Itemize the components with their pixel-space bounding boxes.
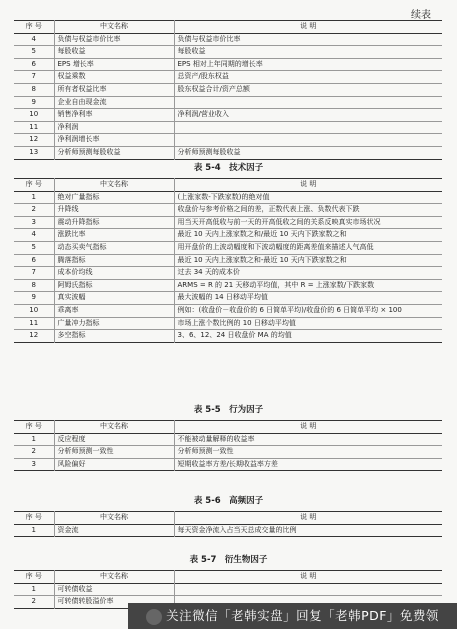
row-name: 震动升降指标 xyxy=(54,216,174,229)
row-desc: EPS 相对上年同期的增长率 xyxy=(174,58,442,71)
row-name: 销售净利率 xyxy=(54,109,174,122)
row-desc: 分析师预测每股收益 xyxy=(174,146,442,159)
header-desc: 说 明 xyxy=(174,512,442,525)
row-desc: 负债与权益市价比率 xyxy=(174,33,442,46)
table-c xyxy=(14,420,442,471)
table-row xyxy=(14,83,442,96)
header-name: 中文名称 xyxy=(54,421,174,434)
row-desc: ARMS = R 的 21 天移动平均值，其中 R = 上涨家数/下跌家数 xyxy=(174,279,442,292)
table-row xyxy=(14,204,442,217)
row-index: 4 xyxy=(31,34,36,43)
row-desc xyxy=(174,583,442,596)
table-row xyxy=(14,46,442,59)
row-desc: 用开盘价的上波动幅度和下波动幅度的距离差值来描述人气高低 xyxy=(174,241,442,254)
row-index: 1 xyxy=(31,192,36,201)
header-desc: 说 明 xyxy=(174,179,442,192)
row-index: 8 xyxy=(31,280,36,289)
header-name: 中文名称 xyxy=(54,571,174,584)
row-index: 10 xyxy=(29,305,39,314)
row-desc: 净利润/营业收入 xyxy=(174,109,442,122)
header-name: 中文名称 xyxy=(54,21,174,34)
table-row xyxy=(14,330,442,343)
row-name: 广量冲力指标 xyxy=(54,317,174,330)
table-row xyxy=(14,292,442,305)
row-index: 9 xyxy=(31,97,36,106)
table-caption: 表 5-5 行为因子 xyxy=(193,405,264,415)
row-desc xyxy=(174,96,442,109)
row-desc: 分析师预测一致性 xyxy=(174,446,442,459)
table-row xyxy=(14,121,442,134)
row-desc: 最近 10 天内上涨家数之和/最近 10 天内下跌家数之和 xyxy=(174,229,442,242)
row-desc: 股东权益合计/资产总额 xyxy=(174,83,442,96)
watermark-banner xyxy=(128,603,457,629)
row-index: 12 xyxy=(29,135,39,144)
row-desc: 市场上涨个数比例的 10 日移动平均值 xyxy=(174,317,442,330)
row-desc: 每天资金净流入占当天总成交量的比例 xyxy=(174,524,442,537)
table-row xyxy=(14,458,442,471)
row-desc: 每股收益 xyxy=(174,46,442,59)
table-row xyxy=(14,241,442,254)
row-index: 11 xyxy=(29,318,39,327)
table-header-row xyxy=(14,179,442,192)
row-name: 乖离率 xyxy=(54,304,174,317)
header-index: 序 号 xyxy=(25,422,42,430)
table-row xyxy=(14,583,442,596)
row-index: 3 xyxy=(31,459,36,468)
row-name: 升降线 xyxy=(54,204,174,217)
row-name: 反应程度 xyxy=(54,433,174,446)
row-name: 绝对广量指标 xyxy=(54,191,174,204)
row-index: 5 xyxy=(31,47,36,56)
table-a xyxy=(14,20,442,160)
header-index: 序 号 xyxy=(25,180,42,188)
row-name: 动态买卖气指标 xyxy=(54,241,174,254)
row-index: 2 xyxy=(31,597,36,606)
table-row xyxy=(14,71,442,84)
table-row xyxy=(14,96,442,109)
row-name: 资金流 xyxy=(54,524,174,537)
row-name: 涨跌比率 xyxy=(54,229,174,242)
row-index: 1 xyxy=(31,525,36,534)
table-row xyxy=(14,229,442,242)
row-name: 分析师预测一致性 xyxy=(54,446,174,459)
table-b-block xyxy=(0,161,457,343)
row-index: 6 xyxy=(31,59,36,68)
table-row xyxy=(14,109,442,122)
table-header-row xyxy=(14,21,442,34)
table-caption: 表 5-7 衍生物因子 xyxy=(189,555,268,565)
table-d-block xyxy=(0,494,457,537)
header-name: 中文名称 xyxy=(54,512,174,525)
header-desc: 说 明 xyxy=(174,21,442,34)
row-name: 所有者权益比率 xyxy=(54,83,174,96)
row-index: 8 xyxy=(31,84,36,93)
continued-label: 续表 xyxy=(411,10,431,21)
table-row xyxy=(14,191,442,204)
wechat-icon xyxy=(146,609,162,625)
table-header-row xyxy=(14,571,442,584)
row-name: 负债与权益市价比率 xyxy=(54,33,174,46)
table-header-row xyxy=(14,421,442,434)
header-name: 中文名称 xyxy=(54,179,174,192)
row-desc: 最近 10 天内上涨家数之和-最近 10 天内下跌家数之和 xyxy=(174,254,442,267)
row-name: 净利润增长率 xyxy=(54,134,174,147)
table-a-block xyxy=(0,20,457,160)
row-desc: (上涨家数-下跌家数)的绝对值 xyxy=(174,191,442,204)
table-row xyxy=(14,146,442,159)
row-name: 净利润 xyxy=(54,121,174,134)
table-row xyxy=(14,58,442,71)
table-caption: 表 5-4 技术因子 xyxy=(193,163,264,173)
row-name: 阿姆氏指标 xyxy=(54,279,174,292)
row-name: EPS 增长率 xyxy=(54,58,174,71)
row-index: 1 xyxy=(31,584,36,593)
table-header-row xyxy=(14,512,442,525)
row-index: 2 xyxy=(31,447,36,456)
row-index: 7 xyxy=(31,268,36,277)
row-desc: 用当天开高低收与前一天的开高低收之间的关系反映真实市场状况 xyxy=(174,216,442,229)
row-desc: 总资产/股东权益 xyxy=(174,71,442,84)
row-name: 权益乘数 xyxy=(54,71,174,84)
row-desc: 收盘价与参考价格之间的差，正数代表上涨、负数代表下跌 xyxy=(174,204,442,217)
table-row xyxy=(14,279,442,292)
table-e-block xyxy=(0,553,457,609)
table-c-block xyxy=(0,403,457,471)
table-row xyxy=(14,317,442,330)
header-index: 序 号 xyxy=(25,22,42,30)
row-index: 4 xyxy=(31,230,36,239)
row-desc: 过去 34 天的成本价 xyxy=(174,267,442,280)
row-index: 11 xyxy=(29,122,39,131)
row-index: 3 xyxy=(31,217,36,226)
watermark-text: 关注微信「老韩实盘」回复「老韩PDF」免费领 xyxy=(166,608,439,623)
row-index: 1 xyxy=(31,434,36,443)
table-d xyxy=(14,511,442,537)
row-desc xyxy=(174,134,442,147)
row-index: 7 xyxy=(31,72,36,81)
row-name: 真实波幅 xyxy=(54,292,174,305)
row-name: 可转债转股溢价率 xyxy=(54,596,174,609)
row-name: 企业自由现金流 xyxy=(54,96,174,109)
table-row xyxy=(14,446,442,459)
row-name: 可转债收益 xyxy=(54,583,174,596)
row-index: 10 xyxy=(29,110,39,119)
row-name: 风险偏好 xyxy=(54,458,174,471)
table-row xyxy=(14,433,442,446)
row-index: 12 xyxy=(29,331,39,340)
row-desc: 3、6、12、24 日收盘价 MA 的均值 xyxy=(174,330,442,343)
table-row xyxy=(14,216,442,229)
table-row xyxy=(14,304,442,317)
row-desc: 最大波幅的 14 日移动平均值 xyxy=(174,292,442,305)
row-name: 成本价均线 xyxy=(54,267,174,280)
table-b xyxy=(14,178,442,343)
header-desc: 说 明 xyxy=(174,421,442,434)
row-name: 多空指标 xyxy=(54,330,174,343)
header-index: 序 号 xyxy=(25,572,42,580)
row-desc: 不能被动量解释的收益率 xyxy=(174,433,442,446)
header-index: 序 号 xyxy=(25,513,42,521)
row-index: 9 xyxy=(31,293,36,302)
table-caption: 表 5-6 高频因子 xyxy=(193,496,264,506)
row-name: 腾落指标 xyxy=(54,254,174,267)
row-index: 6 xyxy=(31,255,36,264)
row-index: 5 xyxy=(31,242,36,251)
row-index: 13 xyxy=(29,147,39,156)
row-index: 2 xyxy=(31,205,36,214)
table-row xyxy=(14,254,442,267)
row-desc xyxy=(174,121,442,134)
table-row xyxy=(14,267,442,280)
row-desc: 短期收益率方差/长期收益率方差 xyxy=(174,458,442,471)
table-row xyxy=(14,33,442,46)
table-row xyxy=(14,134,442,147)
header-desc: 说 明 xyxy=(174,571,442,584)
table-row xyxy=(14,524,442,537)
row-name: 每股收益 xyxy=(54,46,174,59)
row-name: 分析师预测每股收益 xyxy=(54,146,174,159)
row-desc: 例如：(收盘价－收盘价的 6 日简单平均)/收盘价的 6 日简单平均 × 100 xyxy=(174,304,442,317)
